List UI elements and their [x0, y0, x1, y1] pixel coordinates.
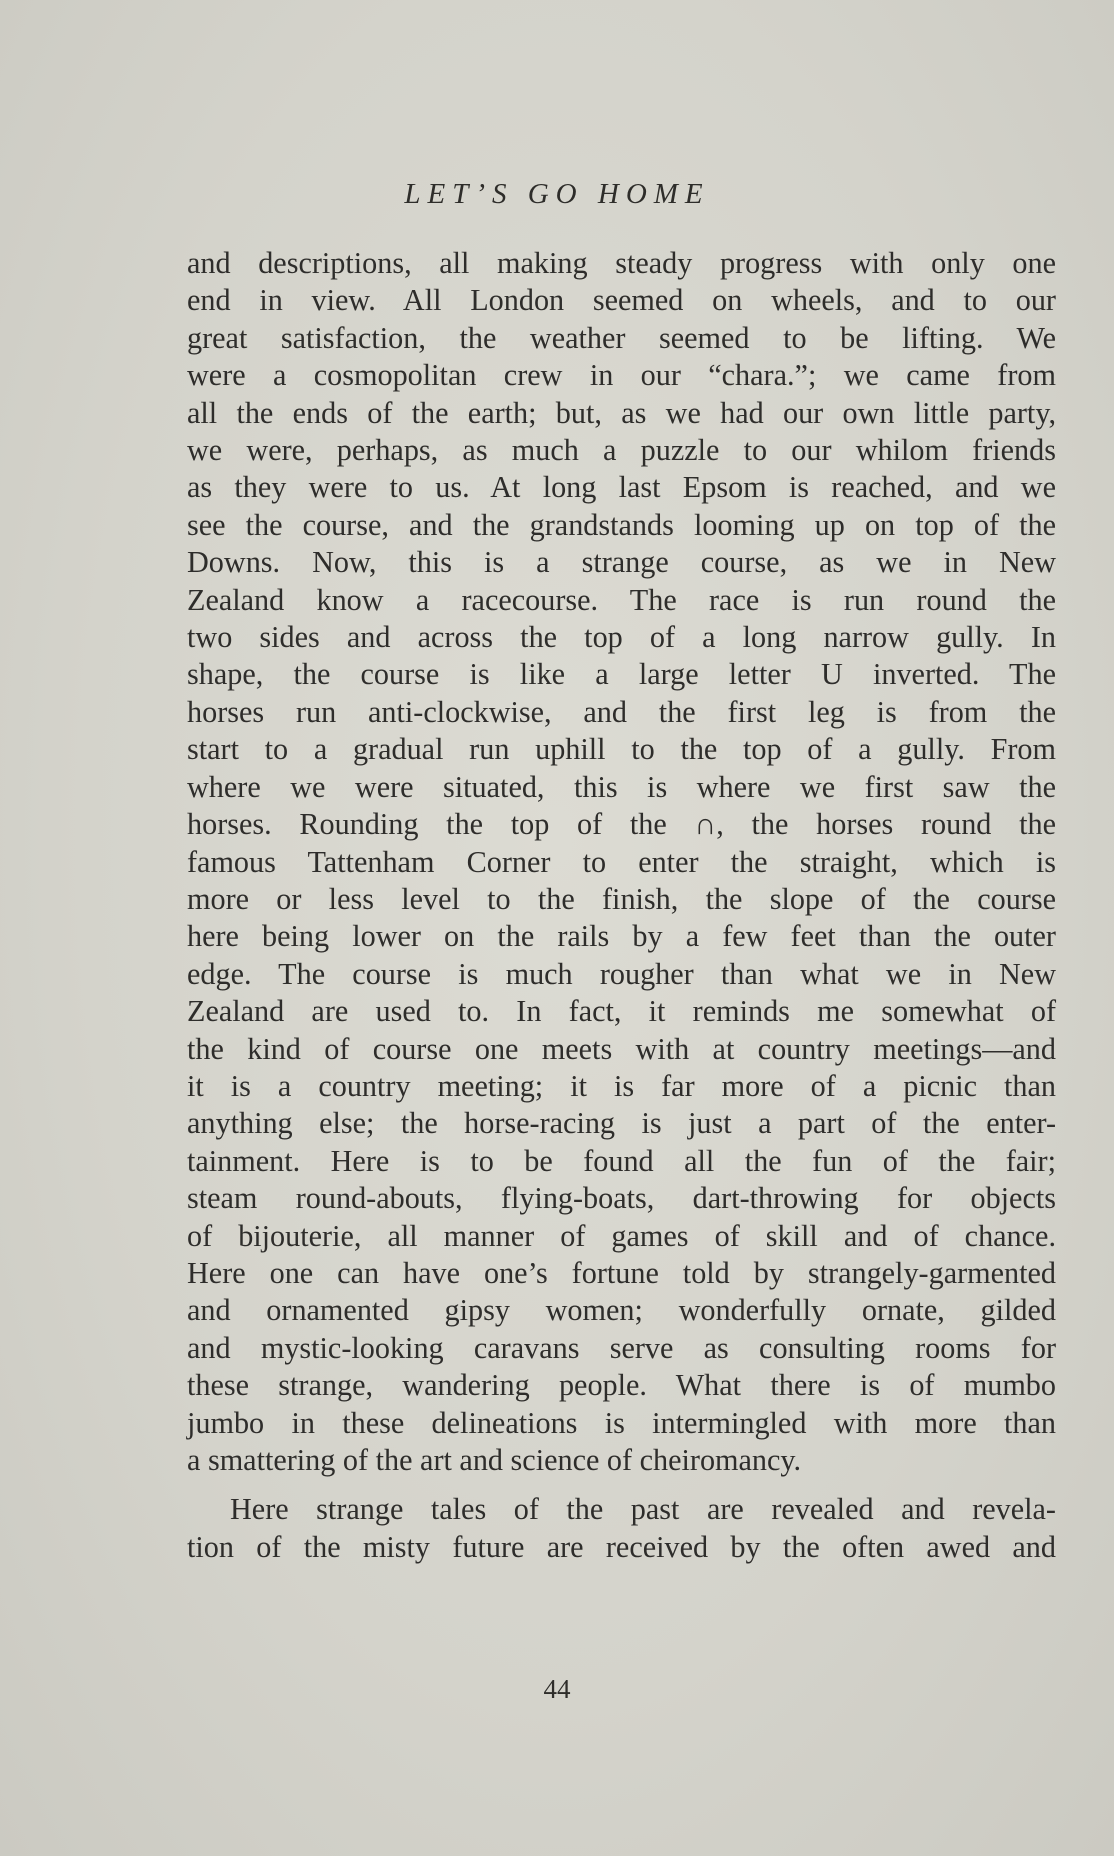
text-line: Zealand are used to. In fact, it reminds me somewhat of	[187, 994, 1056, 1029]
text-line: here being lower on the rails by a few feet than the outer	[187, 919, 1056, 954]
text-line: as they were to us. At long last Epsom is reached, and we	[187, 470, 1056, 505]
text-line: horses. Rounding the top of the ∩, the horses round the	[187, 807, 1056, 842]
text-line: we were, perhaps, as much a puzzle to our whilom friends	[187, 433, 1056, 468]
text-line: Zealand know a racecourse. The race is run round the	[187, 582, 1056, 617]
paragraph-2	[187, 1491, 1056, 1566]
text-line: tion of the misty future are received by the often awed and	[187, 1529, 1056, 1564]
body-text	[187, 245, 1056, 1566]
text-line: more or less level to the finish, the slope of the course	[187, 881, 1056, 916]
text-line: and descriptions, all making steady progress with only one	[187, 246, 1056, 280]
text-line: two sides and across the top of a long narrow gully. In	[187, 620, 1056, 655]
text-line: these strange, wandering people. What there is of mumbo	[187, 1368, 1056, 1403]
text-line: it is a country meeting; it is far more of a picnic than	[187, 1068, 1056, 1103]
text-line: the kind of course one meets with at country meetings—and	[187, 1031, 1056, 1066]
text-line: end in view. All London seemed on wheels, and to our	[187, 283, 1056, 318]
text-line: were a cosmopolitan crew in our “chara.”; we came from	[187, 358, 1056, 393]
text-line: steam round-abouts, flying-boats, dart-throwing for objects	[187, 1181, 1056, 1216]
paragraph-1	[187, 245, 1056, 1479]
text-line: jumbo in these delineations is intermingled with more than	[187, 1405, 1056, 1440]
text-line: tainment. Here is to be found all the fun of the fair;	[187, 1143, 1056, 1178]
text-line: shape, the course is like a large letter U inverted. The	[187, 657, 1056, 692]
text-line: a smattering of the art and science of cheiromancy.	[187, 1443, 802, 1477]
text-line: of bijouterie, all manner of games of skill and of chance.	[187, 1218, 1056, 1253]
text-line: anything else; the horse-racing is just a part of the enter-	[187, 1106, 1056, 1141]
text-line: see the course, and the grandstands looming up on top of the	[187, 507, 1056, 542]
text-line: where we were situated, this is where we first saw the	[187, 769, 1056, 804]
text-line: famous Tattenham Corner to enter the straight, which is	[187, 844, 1056, 879]
text-line: Here one can have one’s fortune told by strangely-garmented	[187, 1255, 1056, 1290]
text-line: start to a gradual run uphill to the top of a gully. From	[187, 732, 1056, 767]
text-line: and mystic-looking caravans serve as consulting rooms for	[187, 1330, 1056, 1365]
page-number: 44	[543, 1674, 571, 1704]
text-line: Downs. Now, this is a strange course, as we in New	[187, 545, 1056, 580]
text-line: and ornamented gipsy women; wonderfully ornate, gilded	[187, 1293, 1056, 1328]
running-title: LET’S GO HOME	[404, 178, 710, 210]
text-line: edge. The course is much rougher than what we in New	[187, 956, 1056, 991]
text-line: great satisfaction, the weather seemed to be lifting. We	[187, 320, 1056, 355]
text-line: horses run anti-clockwise, and the first leg is from the	[187, 694, 1056, 729]
text-line: all the ends of the earth; but, as we had our own little party,	[187, 395, 1056, 430]
text-line: Here strange tales of the past are revealed and revela-	[230, 1492, 1056, 1527]
paragraph-gap	[187, 1479, 1056, 1491]
